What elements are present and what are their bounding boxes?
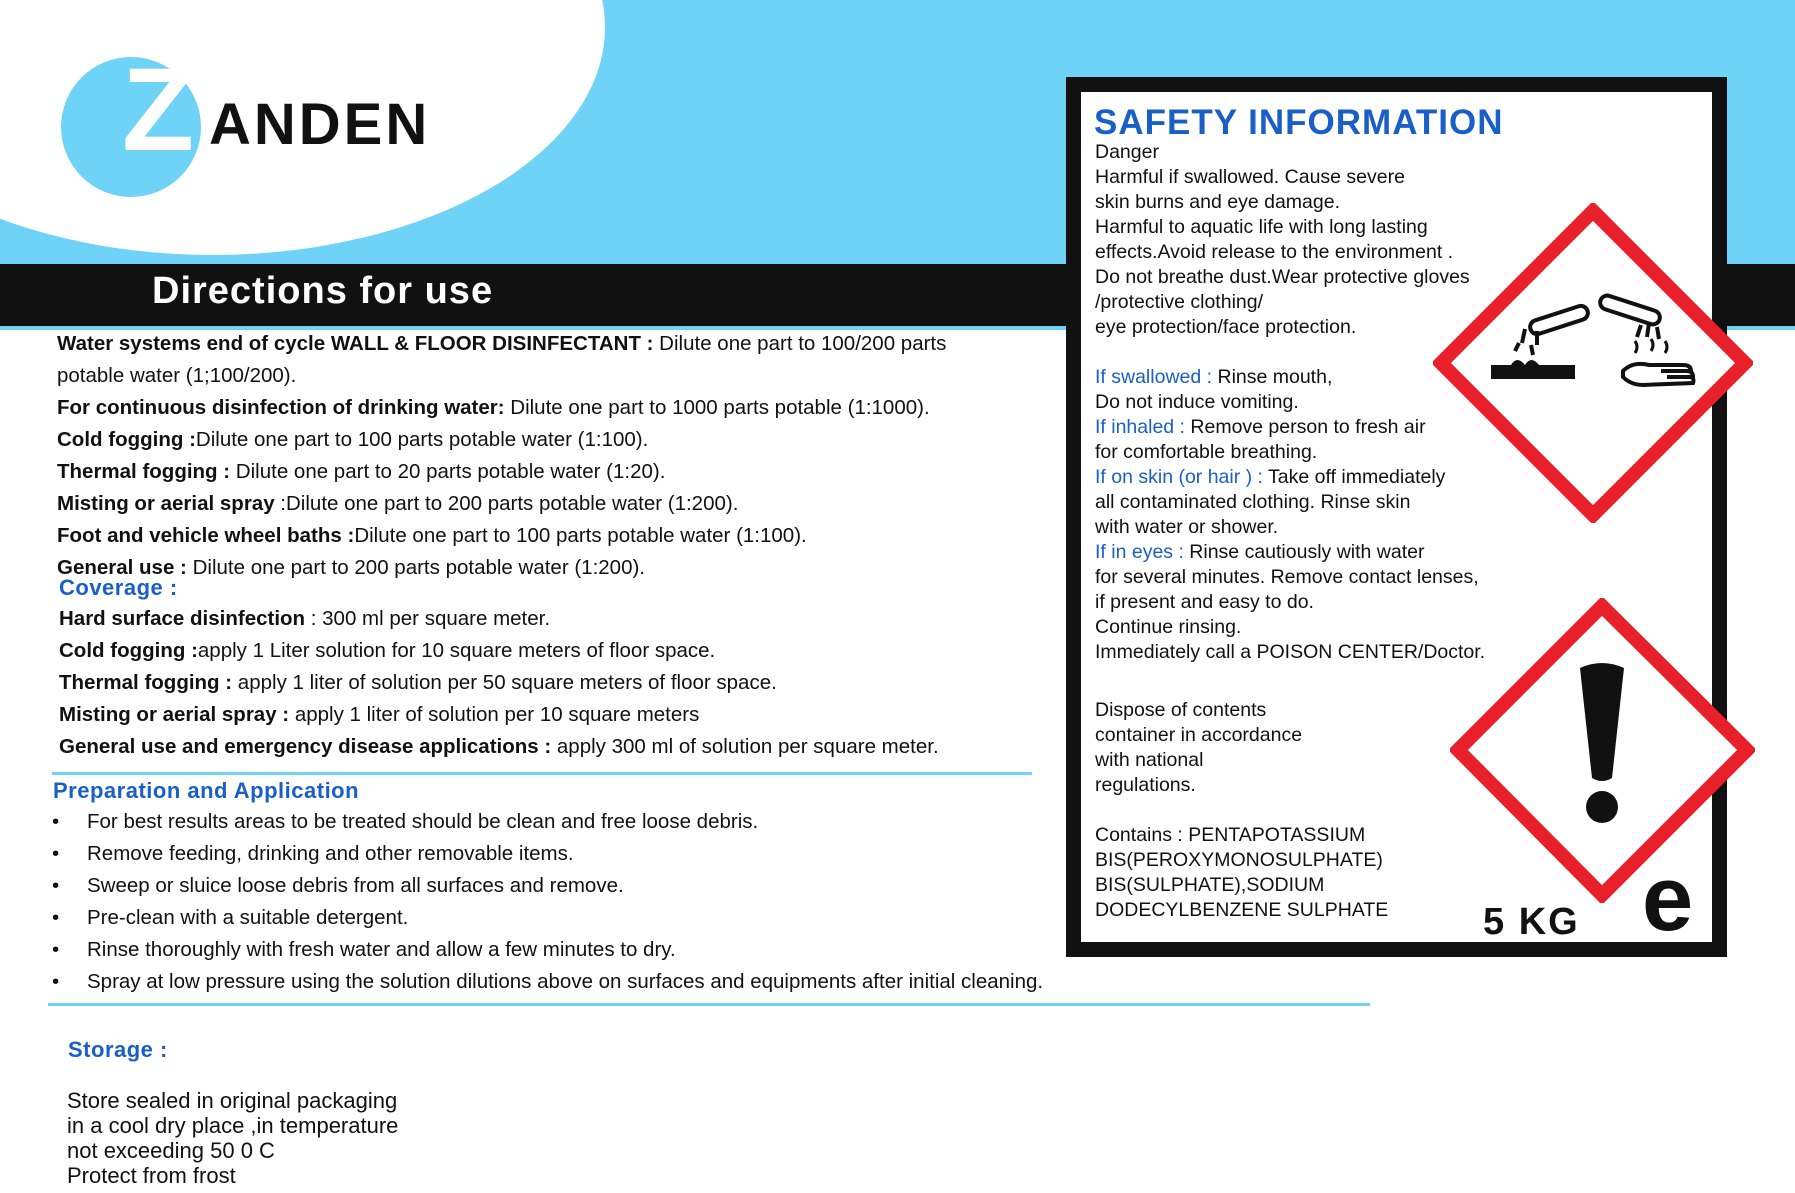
corrosion-icon xyxy=(1433,203,1753,523)
directions-line: Misting or aerial spray :Dilute one part to 200 parts potable water (1:200). xyxy=(57,492,739,515)
coverage-heading: Coverage : xyxy=(59,575,178,600)
exclamation-mark-icon xyxy=(1450,598,1755,903)
safety-line: /protective clothing/ xyxy=(1095,291,1264,313)
logo-letter: Z xyxy=(122,44,195,176)
directions-title: Directions for use xyxy=(152,270,494,312)
storage-heading: Storage : xyxy=(68,1037,168,1062)
storage-line: in a cool dry place ,in temperature xyxy=(67,1113,399,1138)
safety-line: container in accordance xyxy=(1095,724,1303,746)
safety-line: If in eyes : Rinse cautiously with water xyxy=(1095,541,1425,563)
safety-line: Harmful if swallowed. Cause severe xyxy=(1095,166,1405,188)
safety-line: If on skin (or hair ) : Take off immediately xyxy=(1095,466,1446,488)
directions-line: Water systems end of cycle WALL & FLOOR DISINFECTANT : Dilute one part to 100/200 parts xyxy=(57,332,947,355)
safety-line: regulations. xyxy=(1095,774,1196,796)
exclamation-dot xyxy=(1586,791,1618,823)
safety-line: Harmful to aquatic life with long lasting xyxy=(1095,216,1428,238)
safety-line: If swallowed : Rinse mouth, xyxy=(1095,366,1333,388)
safety-line: all contaminated clothing. Rinse skin xyxy=(1095,491,1411,513)
logo-wordmark: ANDEN xyxy=(209,92,431,157)
directions-line: For continuous disinfection of drinking water: Dilute one part to 1000 parts potable (1:1000). xyxy=(57,396,930,419)
divider xyxy=(48,1003,1370,1006)
safety-line: Do not breathe dust.Wear protective gloves xyxy=(1095,266,1470,288)
divider xyxy=(52,772,1032,775)
safety-line: eye protection/face protection. xyxy=(1095,316,1357,338)
directions-line: potable water (1;100/200). xyxy=(57,364,297,387)
safety-line: BIS(PEROXYMONOSULPHATE) xyxy=(1095,849,1383,871)
storage-line: Store sealed in original packaging xyxy=(67,1088,398,1113)
directions-line: Cold fogging :Dilute one part to 100 parts potable water (1:100). xyxy=(57,428,649,451)
estimated-sign: e xyxy=(1642,848,1694,950)
storage-line: Protect from frost xyxy=(67,1163,236,1188)
safety-line: Dispose of contents xyxy=(1095,699,1267,721)
net-weight: 5 KG xyxy=(1483,901,1580,943)
coverage-line: Hard surface disinfection : 300 ml per square meter. xyxy=(59,607,551,630)
safety-line: BIS(SULPHATE),SODIUM xyxy=(1095,874,1325,896)
safety-line: effects.Avoid release to the environment . xyxy=(1095,241,1454,263)
safety-line: Danger xyxy=(1095,141,1159,163)
safety-line: if present and easy to do. xyxy=(1095,591,1314,613)
safety-line: for comfortable breathing. xyxy=(1095,441,1318,463)
directions-line: General use : Dilute one part to 200 parts potable water (1:200). xyxy=(57,556,645,579)
storage-line: not exceeding 50 0 C xyxy=(67,1138,275,1163)
safety-line: Immediately call a POISON CENTER/Doctor. xyxy=(1095,641,1486,663)
pictogram-frame xyxy=(1441,211,1745,515)
preparation-heading: Preparation and Application xyxy=(53,778,360,803)
safety-line: Do not induce vomiting. xyxy=(1095,391,1299,413)
safety-line: skin burns and eye damage. xyxy=(1095,191,1340,213)
safety-line: for several minutes. Remove contact lenses, xyxy=(1095,566,1479,588)
coverage-line: Thermal fogging : apply 1 liter of solution per 50 square meters of floor space. xyxy=(59,671,777,694)
directions-line: Thermal fogging : Dilute one part to 20 parts potable water (1:20). xyxy=(57,460,666,483)
safety-line: Continue rinsing. xyxy=(1095,616,1242,638)
safety-title: SAFETY INFORMATION xyxy=(1094,103,1504,142)
safety-line: with national xyxy=(1095,749,1204,771)
directions-line: Foot and vehicle wheel baths :Dilute one part to 100 parts potable water (1:100). xyxy=(57,524,807,547)
safety-line: If inhaled : Remove person to fresh air xyxy=(1095,416,1426,438)
coverage-line: Cold fogging :apply 1 Liter solution for 10 square meters of floor space. xyxy=(59,639,716,662)
safety-line: DODECYLBENZENE SULPHATE xyxy=(1095,899,1389,921)
safety-line: with water or shower. xyxy=(1095,516,1279,538)
coverage-line: General use and emergency disease applications : apply 300 ml of solution per square meter. xyxy=(59,735,939,758)
coverage-line: Misting or aerial spray : apply 1 liter of solution per 10 square meters xyxy=(59,703,700,726)
safety-line: Contains : PENTAPOTASSIUM xyxy=(1095,824,1366,846)
